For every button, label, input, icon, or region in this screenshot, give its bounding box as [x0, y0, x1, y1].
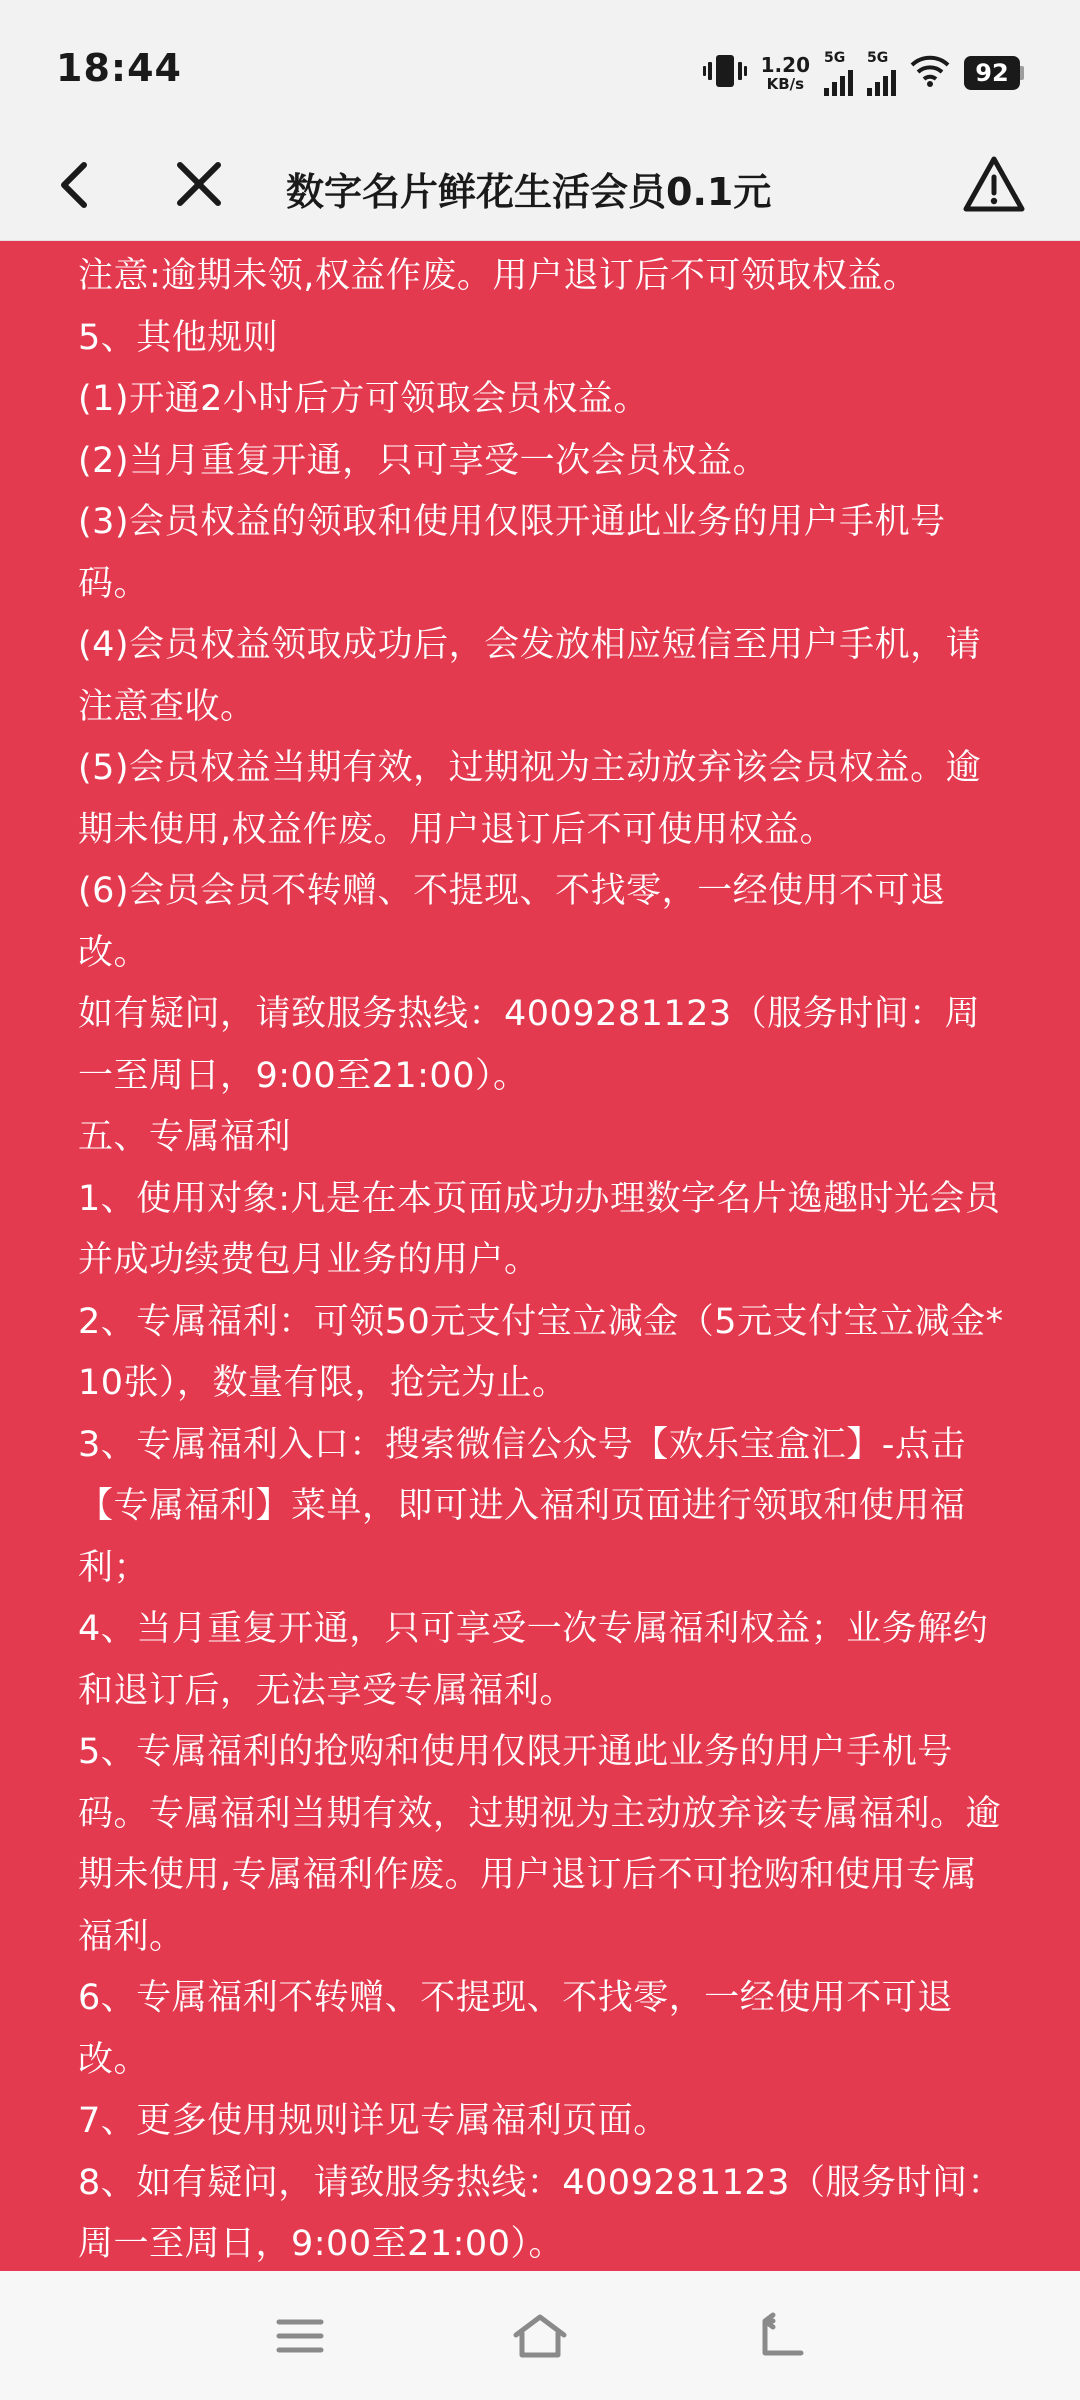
- navigation-bar: [0, 2271, 1080, 2400]
- menu-icon[interactable]: [265, 2301, 335, 2371]
- battery-level: 92: [964, 56, 1020, 90]
- back-icon[interactable]: [747, 2301, 817, 2371]
- page-title: 数字名片鲜花生活会员0.1元: [286, 170, 772, 214]
- benefit-paragraph: 1、使用对象:凡是在本页面成功办理数字名片逸趣时光会员并成功续费包月业务的用户。: [78, 1178, 1001, 1280]
- rule-paragraph: 注意:逾期未领,权益作废。用户退订后不可领取权益。: [78, 256, 919, 296]
- status-icons: [703, 50, 1024, 96]
- benefit-paragraph: 5、专属福利的抢购和使用仅限开通此业务的用户手机号码。专属福利当期有效，过期视为主动放弃该专属福利。逾期未使用,专属福利作废。用户退订后不可抢购和使用专属福利。: [78, 1732, 1002, 1957]
- wifi-icon: [910, 55, 950, 91]
- close-icon[interactable]: [166, 155, 232, 215]
- network-speed: [760, 52, 810, 93]
- home-icon[interactable]: [505, 2301, 575, 2371]
- rule-paragraph: (2)当月重复开通，只可享受一次会员权益。: [78, 440, 769, 481]
- benefit-paragraph: 4、当月重复开通，只可享受一次专属福利权益；业务解约和退订后，无法享受专属福利。: [78, 1609, 989, 1711]
- rule-paragraph: (6)会员会员不转赠、不提现、不找零，一经使用不可退改。: [78, 871, 946, 973]
- status-time: 18:44: [56, 46, 182, 90]
- service-hotline-paragraph: 8、如有疑问，请致服务热线：4009281123（服务时间：周一至周日，9:00至21:00）。: [78, 2162, 1003, 2264]
- rules-content[interactable]: [0, 241, 1080, 2271]
- rule-paragraph: (4)会员权益领取成功后，会发放相应短信至用户手机，请注意查收。: [78, 625, 982, 727]
- benefit-paragraph: 2、专属福利：可领50元支付宝立减金（5元支付宝立减金*10张），数量有限，抢完为止。: [78, 1301, 1004, 1403]
- rule-paragraph: (5)会员权益当期有效，过期视为主动放弃该会员权益。逾期未使用,权益作废。用户退订后不可使用权益。: [78, 748, 982, 850]
- warning-icon[interactable]: [962, 153, 1026, 217]
- section-heading: 五、专属福利: [78, 1117, 292, 1157]
- sim1-network-label: 5G: [824, 50, 846, 66]
- title-bar: [0, 135, 1080, 241]
- service-hotline-paragraph: 如有疑问，请致服务热线：4009281123（服务时间：周一至周日，9:00至21:00）。: [78, 994, 981, 1096]
- network-speed-value: 1.20: [760, 52, 810, 77]
- signal-icon: [867, 50, 896, 96]
- rule-paragraph: 5、其他规则: [78, 317, 279, 358]
- battery-icon: [964, 56, 1024, 90]
- rules-text-container: [0, 246, 1080, 2271]
- rule-paragraph: (1)开通2小时后方可领取会员权益。: [78, 379, 649, 419]
- benefit-paragraph: 6、专属福利不转赠、不提现、不找零，一经使用不可退改。: [78, 1978, 953, 2080]
- back-arrow-icon[interactable]: [50, 155, 110, 215]
- signal-icon: [824, 50, 853, 96]
- sim2-network-label: 5G: [867, 50, 889, 66]
- status-bar: [0, 0, 1080, 135]
- vibrate-icon: [703, 53, 747, 93]
- network-speed-unit: KB/s: [766, 74, 805, 93]
- benefit-paragraph: 3、专属福利入口：搜索微信公众号【欢乐宝盒汇】-点击【专属福利】菜单，即可进入福利页面进行领取和使用福利；: [78, 1424, 966, 1588]
- benefit-paragraph: 7、更多使用规则详见专属福利页面。: [78, 2101, 669, 2141]
- rule-paragraph: (3)会员权益的领取和使用仅限开通此业务的用户手机号码。: [78, 502, 946, 604]
